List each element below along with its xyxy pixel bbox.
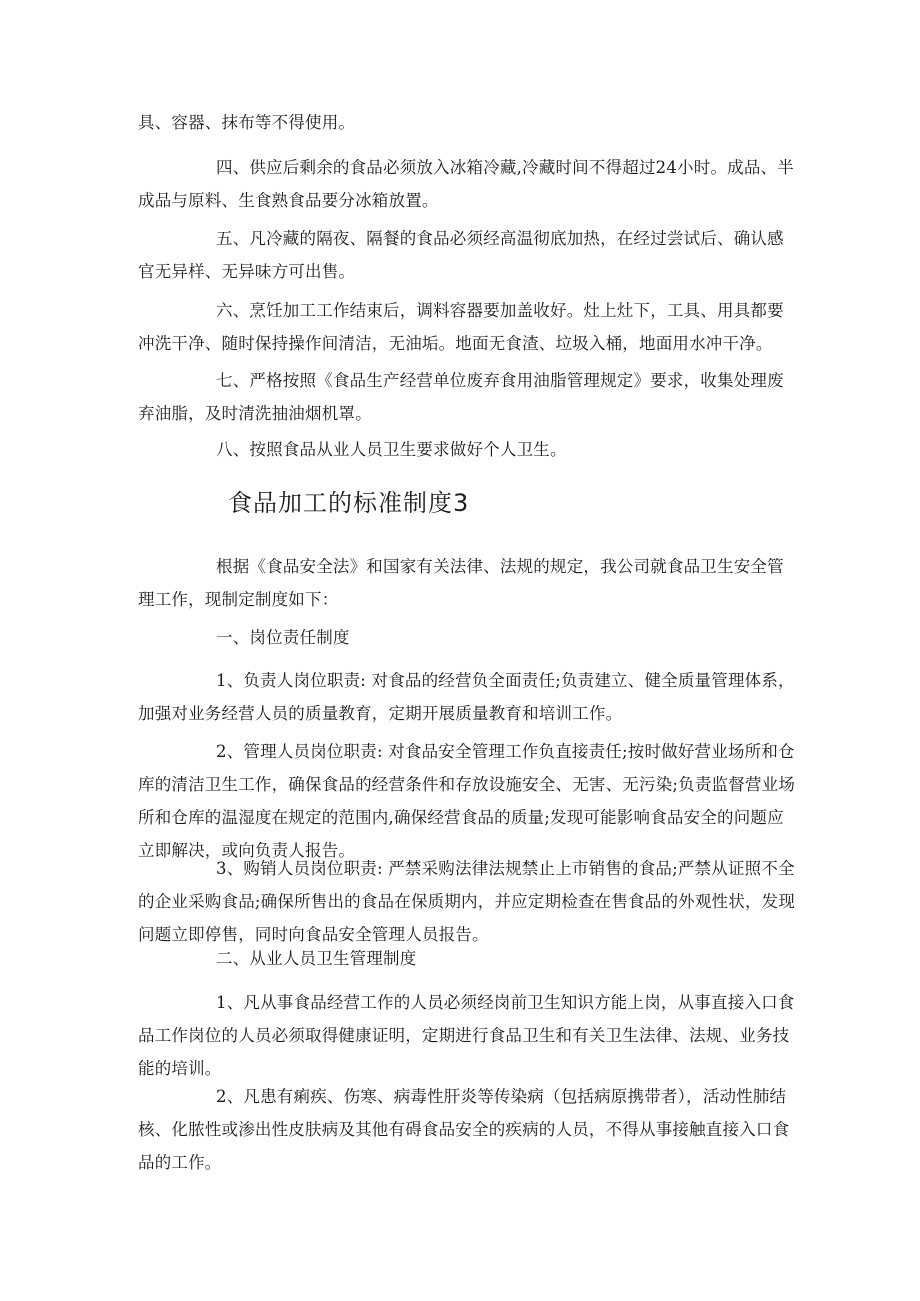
paragraph-purchasing-duties: 3、购销人员岗位职责: 严禁采购法律法规禁止上市销售的食品;严禁从证照不全的企业采购食品;确保所售出的食品在保质期内，并应定期检查在售食品的外观性状，发现问题立即停售，同时向食品安全管理人员报告。 [138,859,796,944]
section-title-job-responsibility: 一、岗位责任制度 [216,628,350,647]
paragraph-staff-training: 1、凡从事食品经营工作的人员必须经岗前卫生知识方能上岗，从事直接入口食品工作岗位的人员必须取得健康证明，定期进行食品卫生和有关卫生法律、法规、业务技能的培训。 [138,993,795,1078]
paragraph-manager-duties: 2、管理人员岗位职责: 对食品安全管理工作负直接责任;按时做好营业场所和仓库的清洁卫生工作，确保食品的经营条件和存放设施安全、无害、无污染;负责监督营业场所和仓库的温湿度在规定的范围内,确保经营食品的质量;发现可能影响食品安全的问题应立即解决，或向负责人报告。 [138,742,796,860]
paragraph-owner-duties: 1、负责人岗位职责: 对食品的经营负全面责任;负责建立、健全质量管理体系，加强对业务经营人员的质量教育，定期开展质量教育和培训工作。 [138,671,795,723]
paragraph-item-5: 五、凡冷藏的隔夜、隔餐的食品必须经高温彻底加热，在经过尝试后、确认感官无异样、无异味方可出售。 [138,229,784,281]
section-title-staff-hygiene: 二、从业人员卫生管理制度 [216,949,417,968]
paragraph-item-4: 四、供应后剩余的食品必须放入冰箱冷藏,冷藏时间不得超过24小时。成品、半成品与原料、生食熟食品要分冰箱放置。 [138,158,794,210]
paragraph-disease-restriction: 2、凡患有痢疾、伤寒、病毒性肝炎等传染病（包括病原携带者），活动性肺结核、化脓性或渗出性皮肤病及其他有碍食品安全的疾病的人员，不得从事接触直接入口食品的工作。 [138,1087,790,1172]
section-heading: 食品加工的标准制度3 [228,489,470,517]
paragraph-continuation: 具、容器、抹布等不得使用。 [138,113,356,132]
paragraph-item-8: 八、按照食品从业人员卫生要求做好个人卫生。 [216,440,567,459]
paragraph-item-7: 七、严格按照《食品生产经营单位废弃食用油脂管理规定》要求，收集处理废弃油脂，及时清洗抽油烟机罩。 [138,371,784,423]
intro-paragraph: 根据《食品安全法》和国家有关法律、法规的规定，我公司就食品卫生安全管理工作，现制定制度如下： [138,557,784,609]
paragraph-item-6: 六、烹饪加工工作结束后，调料容器要加盖收好。灶上灶下，工具、用具都要冲洗干净、随时保持操作间清洁，无油垢。地面无食渣、垃圾入桶，地面用水冲干净。 [138,301,784,353]
